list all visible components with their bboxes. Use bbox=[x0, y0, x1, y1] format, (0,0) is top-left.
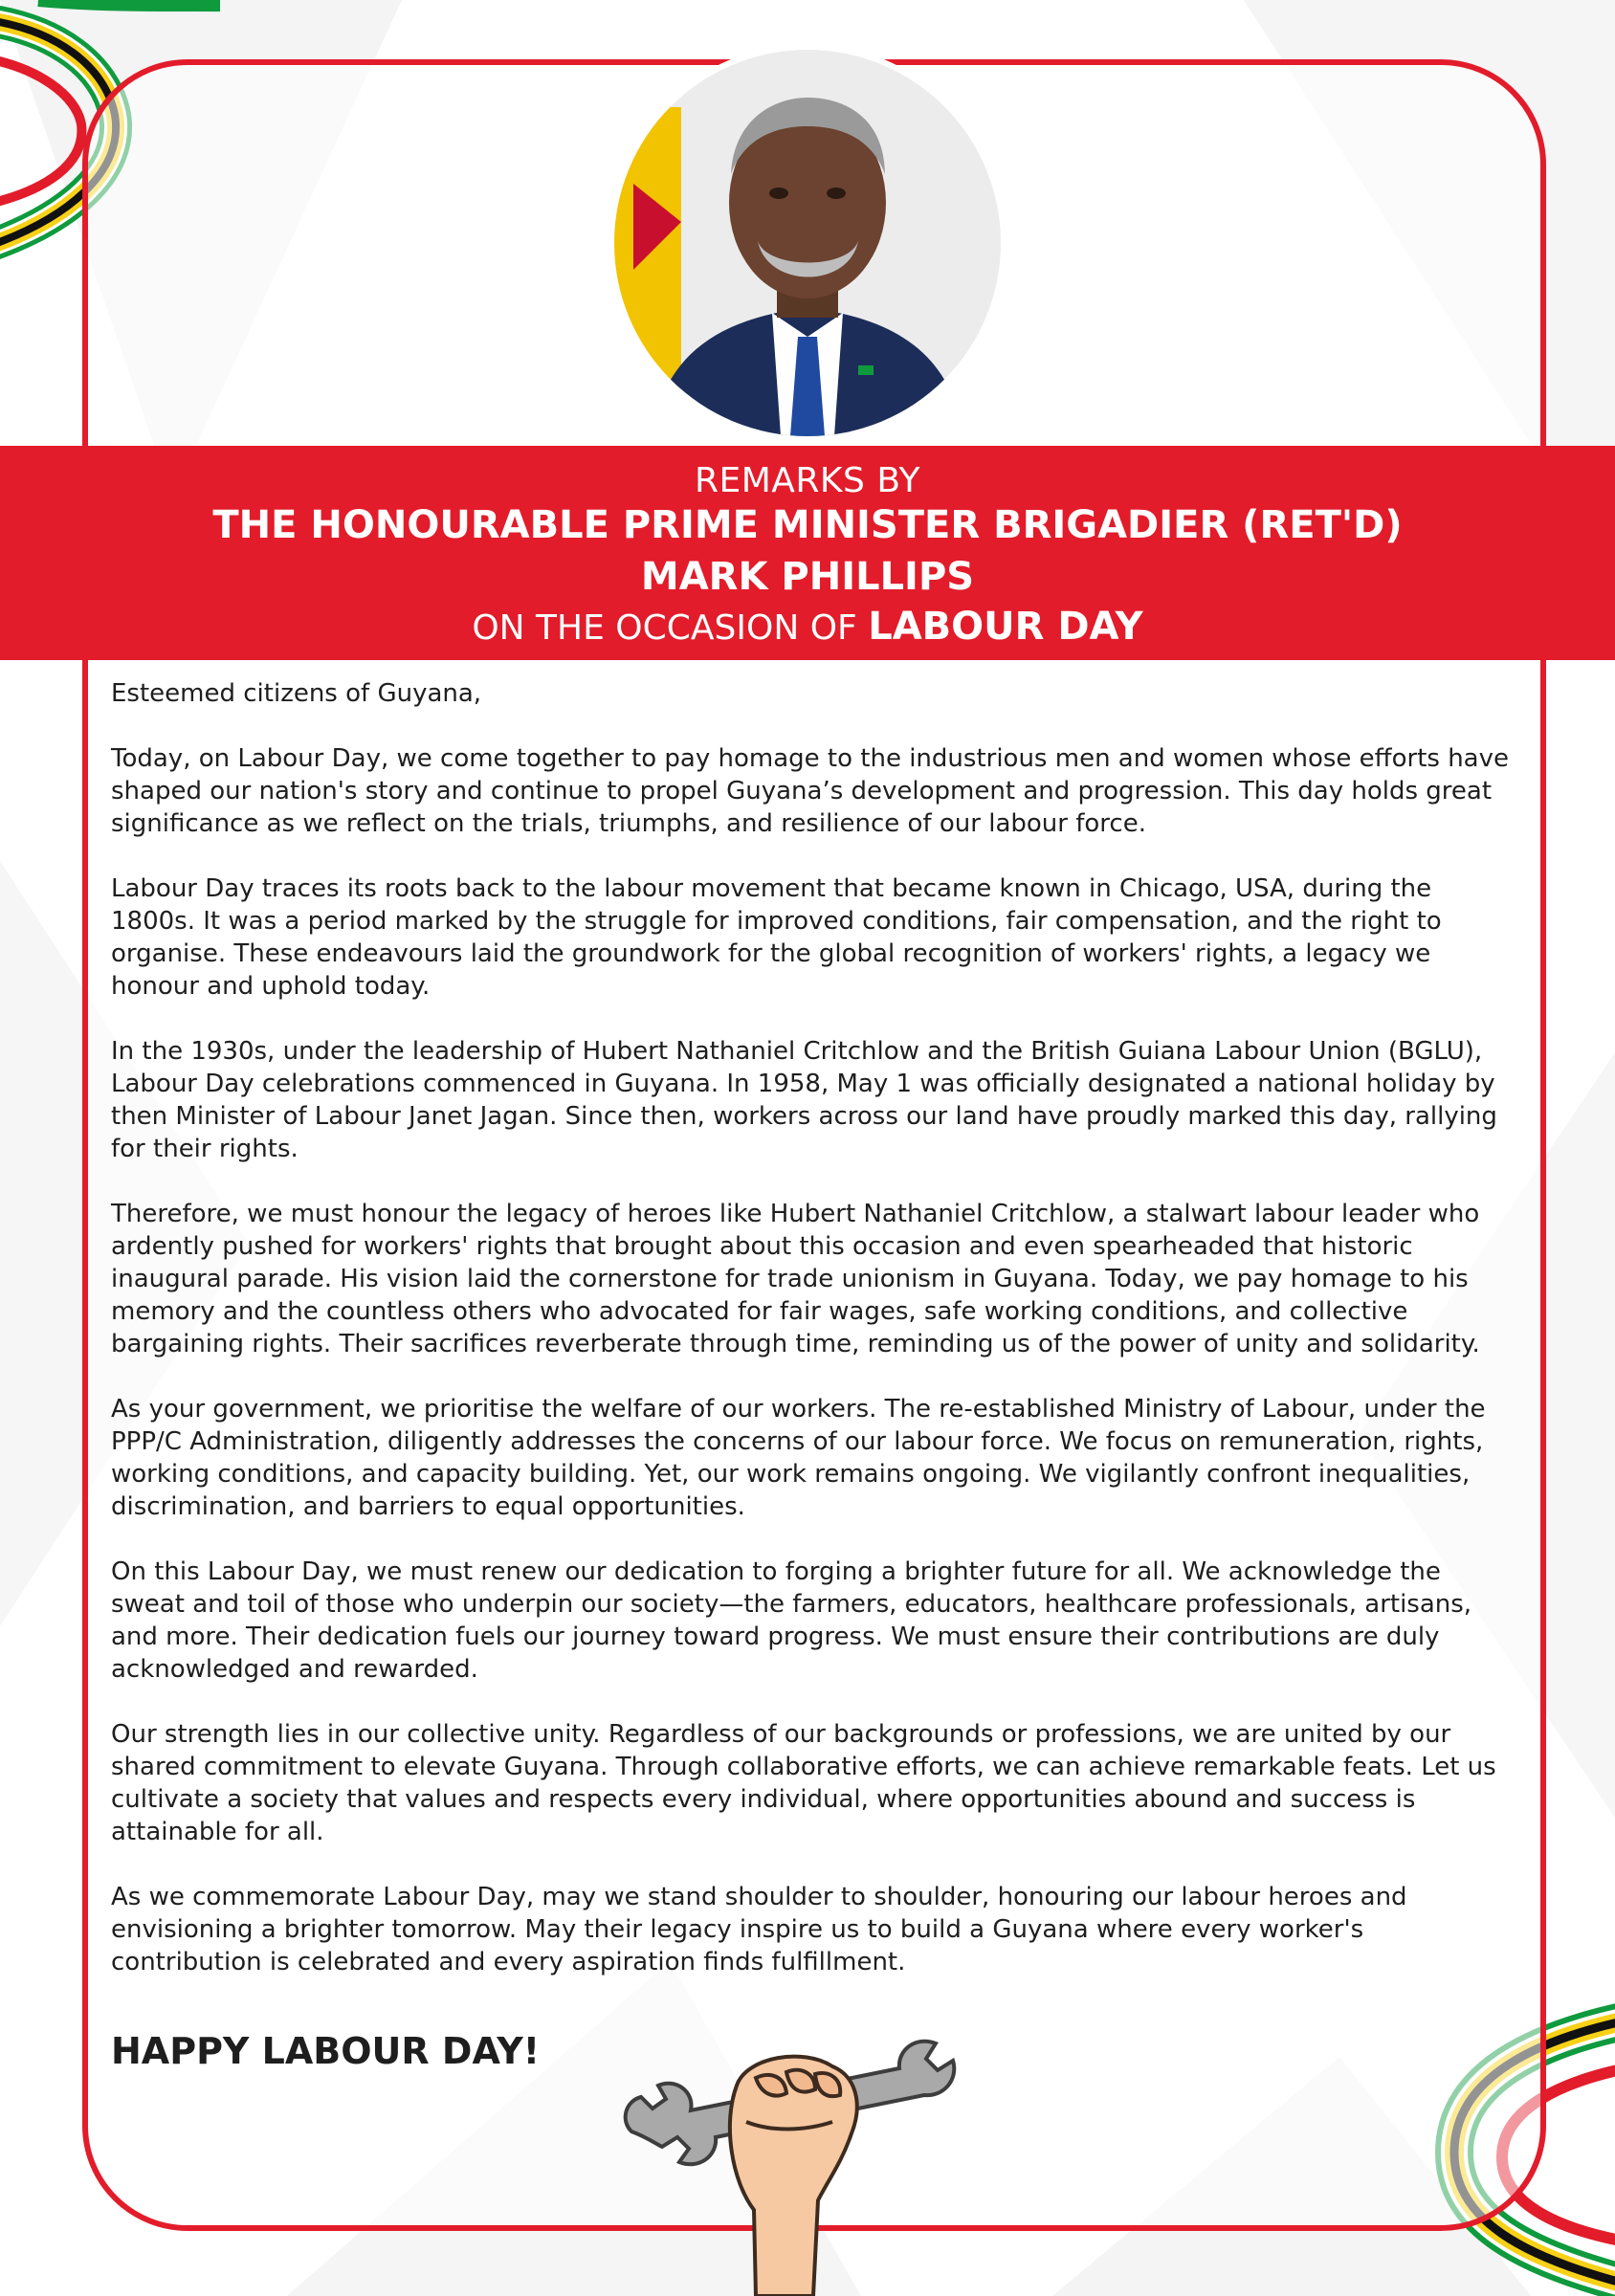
paragraph: Therefore, we must honour the legacy of heroes like Hubert Nathaniel Critchlow, a stalwart labour leader who ardently pushed for workers' rights that brought about this occasion and even spearheaded that historic inaugural parade. His vision laid the cornerstone for trade unionism in Guyana. Today, we pay homage to his memory and the countless others who advocated for fair wages, safe working conditions, and collective bargaining rights. Their sacrifices reverberate through time, reminding us of the power of unity and solidarity. bbox=[111, 1200, 1480, 1358]
occasion-name: LABOUR DAY bbox=[868, 605, 1143, 649]
paragraph: As we commemorate Labour Day, may we stand shoulder to shoulder, honouring our labour heroes and envisioning a brighter tomorrow. May their legacy inspire us to build a Guyana where every worker's contribution is celebrated and every aspiration finds fulfillment. bbox=[111, 1883, 1407, 1976]
closing-greeting: HAPPY LABOUR DAY! bbox=[111, 2030, 541, 2072]
paragraph: Today, on Labour Day, we come together to pay homage to the industrious men and women whose efforts have shaped our nation's story and continue to propel Guyana’s development and progression. This day holds great significance as we reflect on the trials, triumphs, and resilience of our labour force. bbox=[111, 744, 1509, 838]
occasion-prefix: ON THE OCCASION OF bbox=[472, 608, 857, 648]
paragraph: In the 1930s, under the leadership of Hubert Nathaniel Critchlow and the British Guiana Labour Union (BGLU), Labour Day celebrations commenced in Guyana. In 1958, May 1 was officially designated a national holiday by then Minister of Labour Janet Jagan. Since then, workers across our land have proudly marked this day, rallying for their rights. bbox=[111, 1037, 1497, 1163]
paragraph: On this Labour Day, we must renew our dedication to forging a brighter future for all. We acknowledge the sweat and toil of those who underpin our society—the farmers, educators, healthcare professionals, artisans, and more. Their dedication fuels our journey toward progress. We must ensure their contributions are duly acknowledged and rewarded. bbox=[111, 1557, 1472, 1684]
portrait-illustration bbox=[614, 50, 1001, 436]
paragraph: Our strength lies in our collective unity. Regardless of our backgrounds or professions, we are united by our shared commitment to elevate Guyana. Through collaborative efforts, we can achieve remarkable feats. Let us cultivate a society that values and respects every individual, where opportunities abound and success is attainable for all. bbox=[111, 1720, 1496, 1846]
remarks-by-label: REMARKS BY bbox=[694, 461, 921, 500]
occasion-line bbox=[0, 605, 1615, 651]
speaker-title: THE HONOURABLE PRIME MINISTER BRIGADIER (RET'D) MARK PHILLIPS bbox=[212, 503, 1403, 599]
raised-fist-with-wrench-icon bbox=[612, 2019, 976, 2296]
paragraph: Labour Day traces its roots back to the labour movement that became known in Chicago, USA, during the 1800s. It was a period marked by the struggle for improved conditions, fair compensation, and the right to organise. These endeavours laid the groundwork for the global recognition of workers' rights, a legacy we honour and uphold today. bbox=[111, 874, 1442, 1001]
prime-minister-portrait bbox=[614, 50, 1001, 436]
title-banner bbox=[0, 446, 1615, 660]
paragraph: As your government, we prioritise the welfare of our workers. The re-established Ministry of Labour, under the PPP/C Administration, diligently addresses the concerns of our labour force. We focus on remuneration, rights, working conditions, and capacity building. Yet, our work remains ongoing. We vigilantly confront inequalities, discrimination, and barriers to equal opportunities. bbox=[111, 1395, 1486, 1521]
speech-body bbox=[111, 677, 1519, 2011]
salutation: Esteemed citizens of Guyana, bbox=[111, 679, 482, 708]
